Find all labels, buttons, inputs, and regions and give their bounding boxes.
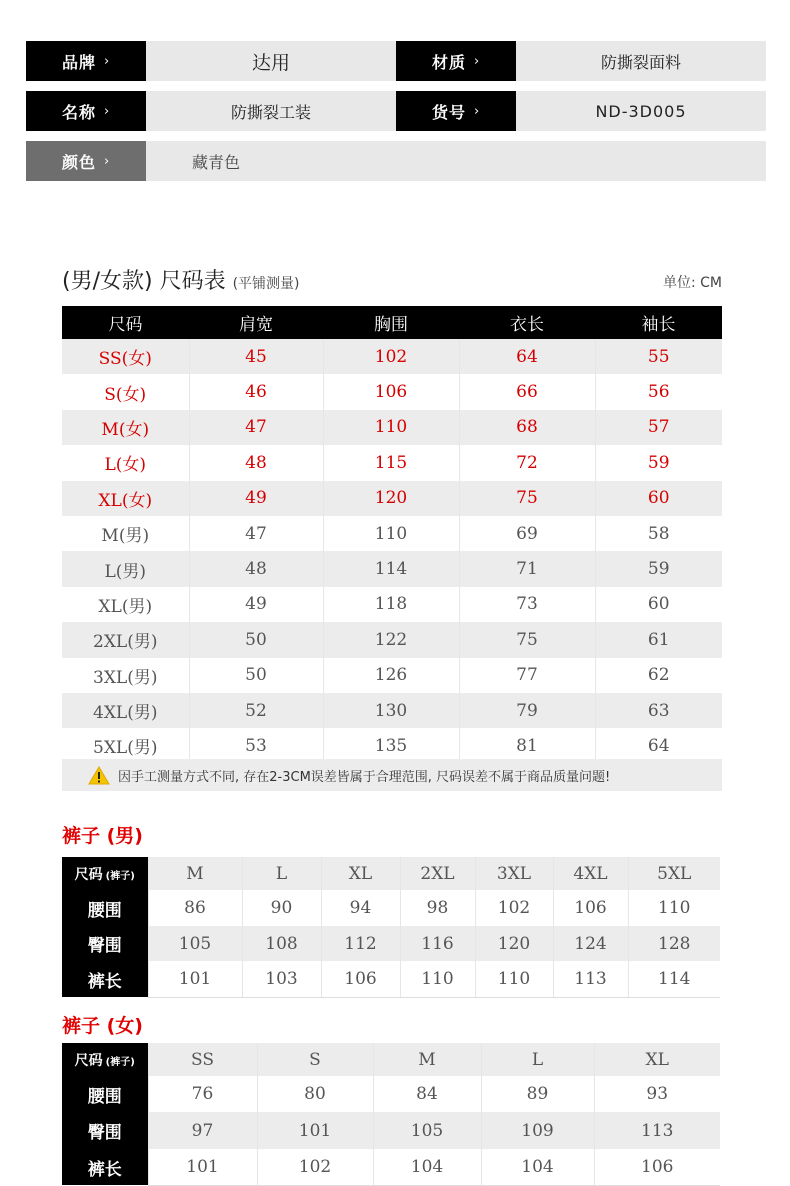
chevron-right-icon: › — [104, 103, 110, 119]
size-cell: XL(女) — [62, 481, 189, 516]
measurement-cell: 109 — [481, 1112, 594, 1149]
measurement-cell: 76 — [148, 1076, 257, 1112]
size-cell: 118 — [323, 587, 459, 622]
size-cell: 60 — [595, 587, 722, 622]
measurement-cell: 101 — [148, 961, 242, 997]
size-cell: 48 — [189, 551, 323, 586]
material-label-text: 材质 — [432, 52, 467, 72]
size-row — [62, 622, 722, 657]
measurement-cell: 103 — [242, 961, 321, 997]
measurement-cell: 102 — [475, 890, 553, 926]
measurement-cell: 104 — [481, 1149, 594, 1185]
measurement-cell: 128 — [628, 926, 720, 961]
measurement-label: 裤长 — [62, 961, 148, 997]
size-label-cell: XL — [321, 857, 400, 890]
size-cell: 48 — [189, 445, 323, 480]
measurement-cell: 106 — [321, 961, 400, 997]
size-header-label: 尺码 — [74, 1052, 103, 1069]
size-cell: 46 — [189, 374, 323, 409]
size-cell: 115 — [323, 445, 459, 480]
size-cell: 69 — [459, 516, 595, 551]
pants-women-table — [62, 1043, 720, 1186]
pants-men-size-row — [62, 857, 720, 890]
size-header-sub: (裤子) — [105, 1056, 135, 1068]
size-row — [62, 693, 722, 728]
color-value — [146, 141, 766, 181]
measurement-label: 裤长 — [62, 1149, 148, 1185]
sku-value: ND-3D005 — [516, 91, 766, 131]
size-cell: 52 — [189, 693, 323, 728]
measurement-cell: 89 — [481, 1076, 594, 1112]
size-chart-title — [62, 264, 300, 295]
size-cell: 81 — [459, 728, 595, 763]
size-cell: 75 — [459, 481, 595, 516]
measurement-label: 臀围 — [62, 926, 148, 961]
sku-label — [396, 91, 516, 131]
size-cell: 53 — [189, 728, 323, 763]
size-cell: 102 — [323, 339, 459, 374]
color-label-text: 颜色 — [62, 152, 97, 172]
size-cell: 50 — [189, 658, 323, 693]
measurement-cell: 113 — [553, 961, 628, 997]
measurement-cell: 110 — [400, 961, 475, 997]
size-cell: 64 — [459, 339, 595, 374]
size-cell: 49 — [189, 587, 323, 622]
brand-value: 达用 — [146, 41, 396, 81]
column-header: 衣长 — [459, 306, 595, 339]
size-cell: SS(女) — [62, 339, 189, 374]
size-chart-unit: 单位: CM — [662, 275, 722, 291]
size-chart-table — [62, 306, 722, 764]
size-cell: 77 — [459, 658, 595, 693]
size-cell: 110 — [323, 516, 459, 551]
measurement-row — [62, 1076, 720, 1112]
brand-label — [26, 41, 146, 81]
size-header-cell — [62, 857, 148, 890]
size-cell: M(女) — [62, 410, 189, 445]
measurement-cell: 90 — [242, 890, 321, 926]
measurement-cell: 114 — [628, 961, 720, 997]
measurement-row — [62, 1149, 720, 1185]
size-label-cell: L — [481, 1043, 594, 1076]
column-header: 胸围 — [323, 306, 459, 339]
measurement-cell: 112 — [321, 926, 400, 961]
size-chart-title-text: (男/女款) 尺码表 — [62, 269, 226, 294]
measurement-cell: 98 — [400, 890, 475, 926]
size-cell: XL(男) — [98, 596, 153, 617]
size-label-cell: L — [242, 857, 321, 890]
measurement-cell: 104 — [373, 1149, 481, 1185]
size-cell: 60 — [595, 481, 722, 516]
size-cell: 68 — [459, 410, 595, 445]
pants-women-title: 裤子 (女) — [62, 1015, 143, 1037]
size-cell: 56 — [595, 374, 722, 409]
size-label-cell: 5XL — [628, 857, 720, 890]
size-header-label: 尺码 — [74, 866, 103, 883]
name-label-text: 名称 — [62, 102, 97, 122]
measurement-cell: 93 — [594, 1076, 720, 1112]
measurement-cell: 102 — [257, 1149, 373, 1185]
size-row — [62, 587, 722, 622]
material-label — [396, 41, 516, 81]
size-cell: 47 — [189, 410, 323, 445]
measurement-cell: 106 — [594, 1149, 720, 1185]
measurement-cell: 84 — [373, 1076, 481, 1112]
size-row — [62, 658, 722, 693]
size-cell: 63 — [595, 693, 722, 728]
column-header: 袖长 — [595, 306, 722, 339]
brand-label-text: 品牌 — [62, 52, 97, 72]
size-chart-subtitle: (平铺测量) — [232, 276, 300, 292]
size-row — [62, 516, 722, 551]
measurement-cell: 108 — [242, 926, 321, 961]
measurement-row — [62, 926, 720, 961]
size-row — [62, 551, 722, 586]
measurement-cell: 94 — [321, 890, 400, 926]
size-label-cell: XL — [594, 1043, 720, 1076]
measurement-note — [62, 759, 722, 791]
size-label-cell: 2XL — [400, 857, 475, 890]
size-cell: 79 — [459, 693, 595, 728]
size-row — [62, 410, 722, 445]
measurement-row — [62, 961, 720, 997]
measurement-cell: 101 — [148, 1149, 257, 1185]
color-value-text: 藏青色 — [192, 152, 241, 172]
size-row — [62, 481, 722, 516]
measurement-label: 臀围 — [62, 1112, 148, 1149]
measurement-cell: 80 — [257, 1076, 373, 1112]
measurement-label: 腰围 — [62, 1076, 148, 1112]
size-cell: 114 — [323, 551, 459, 586]
material-value: 防撕裂面料 — [516, 41, 766, 81]
size-cell: 47 — [189, 516, 323, 551]
size-cell: L(男) — [62, 551, 189, 586]
size-cell: S(女) — [104, 384, 147, 405]
size-cell: 75 — [459, 622, 595, 657]
size-cell: M(男) — [101, 526, 150, 547]
measurement-note-text: 因手工测量方式不同, 存在2-3CM误差皆属于合理范围, 尺码误差不属于商品质量问题! — [118, 769, 611, 785]
size-cell: 58 — [595, 516, 722, 551]
size-label-cell: SS — [148, 1043, 257, 1076]
column-header: 肩宽 — [189, 306, 323, 339]
pants-men-table — [62, 857, 720, 998]
color-label — [26, 141, 146, 181]
measurement-cell: 105 — [148, 926, 242, 961]
measurement-cell: 113 — [594, 1112, 720, 1149]
measurement-label: 腰围 — [62, 890, 148, 926]
measurement-cell: 120 — [475, 926, 553, 961]
size-cell: 126 — [323, 658, 459, 693]
size-cell: 62 — [595, 658, 722, 693]
size-cell: 3XL(男) — [93, 667, 158, 688]
name-value: 防撕裂工装 — [146, 91, 396, 131]
size-cell: 135 — [323, 728, 459, 763]
size-label-cell: M — [148, 857, 242, 890]
size-chart-header-row — [62, 306, 722, 339]
size-cell: 4XL(男) — [62, 693, 189, 728]
size-row — [62, 339, 722, 374]
size-cell: 2XL(男) — [62, 622, 189, 657]
measurement-cell: 124 — [553, 926, 628, 961]
size-row — [62, 374, 722, 409]
measurement-cell: 116 — [400, 926, 475, 961]
chevron-right-icon: › — [104, 53, 110, 69]
measurement-cell: 105 — [373, 1112, 481, 1149]
size-cell: 106 — [323, 374, 459, 409]
size-label-cell: 4XL — [553, 857, 628, 890]
size-cell: 55 — [595, 339, 722, 374]
size-cell: 66 — [459, 374, 595, 409]
size-cell: 71 — [459, 551, 595, 586]
measurement-row — [62, 890, 720, 926]
size-cell: 73 — [459, 587, 595, 622]
size-cell: 64 — [595, 728, 722, 763]
measurement-cell: 106 — [553, 890, 628, 926]
measurement-row — [62, 1112, 720, 1149]
chevron-right-icon: › — [474, 103, 480, 119]
warning-icon — [88, 766, 110, 785]
measurement-cell: 110 — [628, 890, 720, 926]
size-cell: 5XL(男) — [93, 738, 158, 759]
size-cell: 122 — [323, 622, 459, 657]
size-cell: 45 — [189, 339, 323, 374]
measurement-cell: 110 — [475, 961, 553, 997]
chevron-right-icon: › — [104, 153, 110, 169]
chevron-right-icon: › — [474, 53, 480, 69]
size-cell: 72 — [459, 445, 595, 480]
size-label-cell: S — [257, 1043, 373, 1076]
size-cell: 49 — [189, 481, 323, 516]
size-label-cell: M — [373, 1043, 481, 1076]
size-cell: 130 — [323, 693, 459, 728]
size-cell: L(女) — [104, 455, 147, 476]
column-header: 尺码 — [62, 306, 189, 339]
measurement-cell: 101 — [257, 1112, 373, 1149]
sku-label-text: 货号 — [432, 102, 467, 122]
size-cell: 50 — [189, 622, 323, 657]
size-cell: 59 — [595, 445, 722, 480]
size-cell: 61 — [595, 622, 722, 657]
size-cell: 110 — [323, 410, 459, 445]
size-label-cell: 3XL — [475, 857, 553, 890]
size-cell: 57 — [595, 410, 722, 445]
size-header-cell — [62, 1043, 148, 1076]
pants-women-size-row — [62, 1043, 720, 1076]
size-cell: 120 — [323, 481, 459, 516]
pants-men-title: 裤子 (男) — [62, 825, 143, 847]
name-label — [26, 91, 146, 131]
measurement-cell: 86 — [148, 890, 242, 926]
size-cell: 59 — [595, 551, 722, 586]
size-header-sub: (裤子) — [105, 870, 135, 882]
size-row — [62, 445, 722, 480]
measurement-cell: 97 — [148, 1112, 257, 1149]
